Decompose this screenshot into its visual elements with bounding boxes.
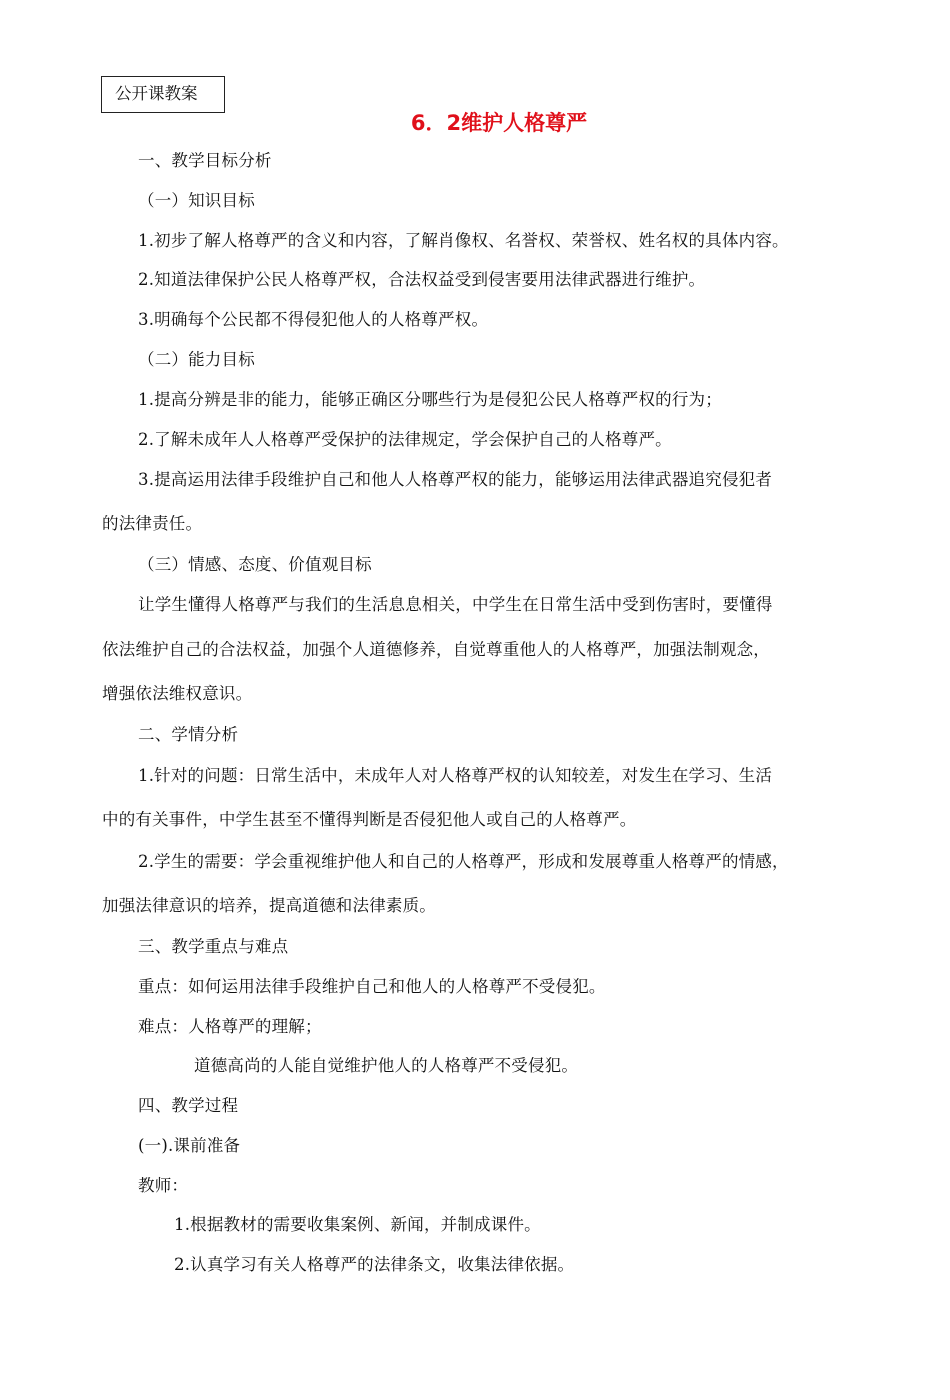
ability-item-1: 1.提高分辨是非的能力，能够正确区分哪些行为是侵犯公民人格尊严权的行为； — [138, 390, 722, 409]
knowledge-item-3: 3.明确每个公民都不得侵犯他人的人格尊严权。 — [138, 310, 489, 329]
subheading-values: （三）情感、态度、价值观目标 — [138, 555, 372, 574]
section-heading-process: 四、教学过程 — [138, 1096, 239, 1115]
subheading-knowledge: （一）知识目标 — [138, 191, 255, 210]
difficult-point: 难点：人格尊严的理解； — [138, 1017, 322, 1036]
page-title: 6．2维护人格尊严 — [410, 111, 588, 135]
section-heading-objectives: 一、教学目标分析 — [138, 151, 272, 170]
lesson-type-label: 公开课教案 — [115, 84, 198, 103]
preparation-item-2: 2.认真学习有关人格尊严的法律条文，收集法律依据。 — [174, 1255, 575, 1274]
values-paragraph-line-1: 让学生懂得人格尊严与我们的生活息息相关，中学生在日常生活中受到伤害时，要懂得 — [138, 595, 773, 614]
section-heading-key-points: 三、教学重点与难点 — [138, 937, 289, 956]
values-paragraph-line-2: 依法维护自己的合法权益，加强个人道德修养，自觉尊重他人的人格尊严，加强法制观念， — [102, 640, 770, 659]
section-heading-student-analysis: 二、学情分析 — [138, 725, 239, 744]
student-analysis-1-line-2: 中的有关事件，中学生甚至不懂得判断是否侵犯他人或自己的人格尊严。 — [102, 810, 637, 829]
values-paragraph-line-3: 增强依法维权意识。 — [102, 684, 253, 703]
ability-item-3-continued: 的法律责任。 — [102, 514, 203, 533]
ability-item-2: 2.了解未成年人人格尊严受保护的法律规定，学会保护自己的人格尊严。 — [138, 430, 672, 449]
student-analysis-2-line-2: 加强法律意识的培养，提高道德和法律素质。 — [102, 896, 436, 915]
knowledge-item-2: 2.知道法律保护公民人格尊严权，合法权益受到侵害要用法律武器进行维护。 — [138, 270, 706, 289]
ability-item-3: 3.提高运用法律手段维护自己和他人人格尊严权的能力，能够运用法律武器追究侵犯者 — [138, 470, 773, 489]
difficult-point-continued: 道德高尚的人能自觉维护他人的人格尊严不受侵犯。 — [194, 1056, 579, 1075]
subheading-preparation: (一).课前准备 — [138, 1136, 241, 1155]
teacher-label: 教师： — [138, 1176, 189, 1195]
knowledge-item-1: 1.初步了解人格尊严的含义和内容，了解肖像权、名誉权、荣誉权、姓名权的具体内容。 — [138, 231, 789, 250]
preparation-item-1: 1.根据教材的需要收集案例、新闻，并制成课件。 — [174, 1215, 541, 1234]
student-analysis-1-line-1: 1.针对的问题：日常生活中，未成年人对人格尊严权的认知较差，对发生在学习、生活 — [138, 766, 773, 785]
student-analysis-2-line-1: 2.学生的需要：学会重视维护他人和自己的人格尊严，形成和发展尊重人格尊严的情感， — [138, 852, 789, 871]
key-point: 重点：如何运用法律手段维护自己和他人的人格尊严不受侵犯。 — [138, 977, 606, 996]
subheading-ability: （二）能力目标 — [138, 350, 255, 369]
